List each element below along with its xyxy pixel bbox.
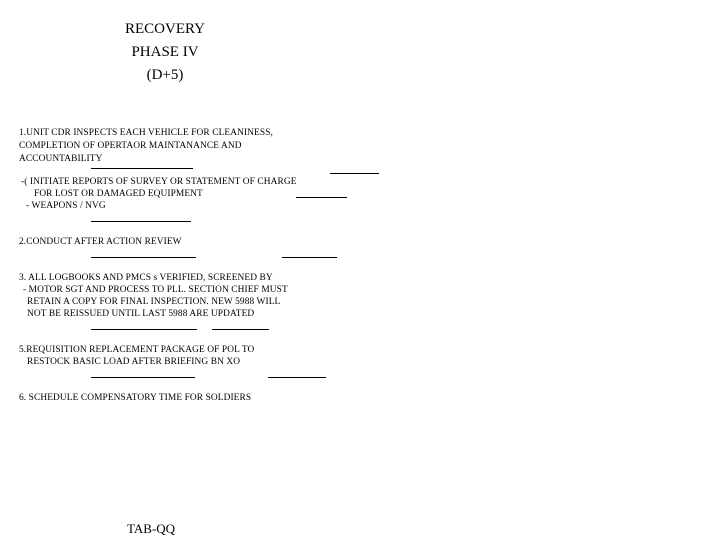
item-3-line-2: - MOTOR SGT AND PROCESS TO PLL. SECTION CHIEF MUST	[23, 285, 288, 295]
title-line-2: PHASE IV	[131, 44, 199, 60]
signature-line	[91, 168, 193, 169]
check-line	[212, 329, 269, 330]
check-line	[282, 257, 337, 258]
item-1-line-2: COMPLETION OF OPERTAOR MAINTANANCE AND	[19, 141, 242, 151]
check-line	[268, 377, 326, 378]
item-3-line-3: RETAIN A COPY FOR FINAL INSPECTION. NEW 5988 WILL	[27, 297, 281, 307]
signature-line	[91, 257, 196, 258]
signature-line	[91, 329, 197, 330]
item-5-line-1: 5.REQUISITION REPLACEMENT PACKAGE OF POL TO	[19, 345, 255, 355]
item-1-sub-line-2: FOR LOST OR DAMAGED EQUIPMENT	[34, 189, 203, 199]
title-line-1: RECOVERY	[124, 21, 205, 37]
signature-line	[91, 377, 195, 378]
item-1-line-3: ACCOUNTABILITY	[19, 154, 103, 164]
item-1-sub-line-3: - WEAPONS / NVG	[26, 201, 106, 211]
signature-line	[91, 221, 191, 222]
tab-label: TAB-QQ	[127, 521, 176, 536]
item-3-line-1: 3. ALL LOGBOOKS AND PMCS s VERIFIED, SCREENED BY	[19, 273, 273, 283]
check-line	[330, 173, 379, 174]
item-3-line-4: NOT BE REISSUED UNTIL LAST 5988 ARE UPDATED	[27, 309, 255, 319]
item-6: 6. SCHEDULE COMPENSATORY TIME FOR SOLDIERS	[19, 393, 252, 403]
item-1-line-1: 1.UNIT CDR INSPECTS EACH VEHICLE FOR CLEANINESS,	[19, 128, 273, 138]
title-line-3: (D+5)	[146, 67, 184, 83]
item-1-sub-line-1: -( INITIATE REPORTS OF SURVEY OR STATEMENT OF CHARGE	[21, 177, 297, 187]
item-2: 2.CONDUCT AFTER ACTION REVIEW	[19, 237, 182, 247]
check-line	[296, 197, 347, 198]
item-5-line-2: RESTOCK BASIC LOAD AFTER BRIEFING BN XO	[27, 357, 241, 367]
